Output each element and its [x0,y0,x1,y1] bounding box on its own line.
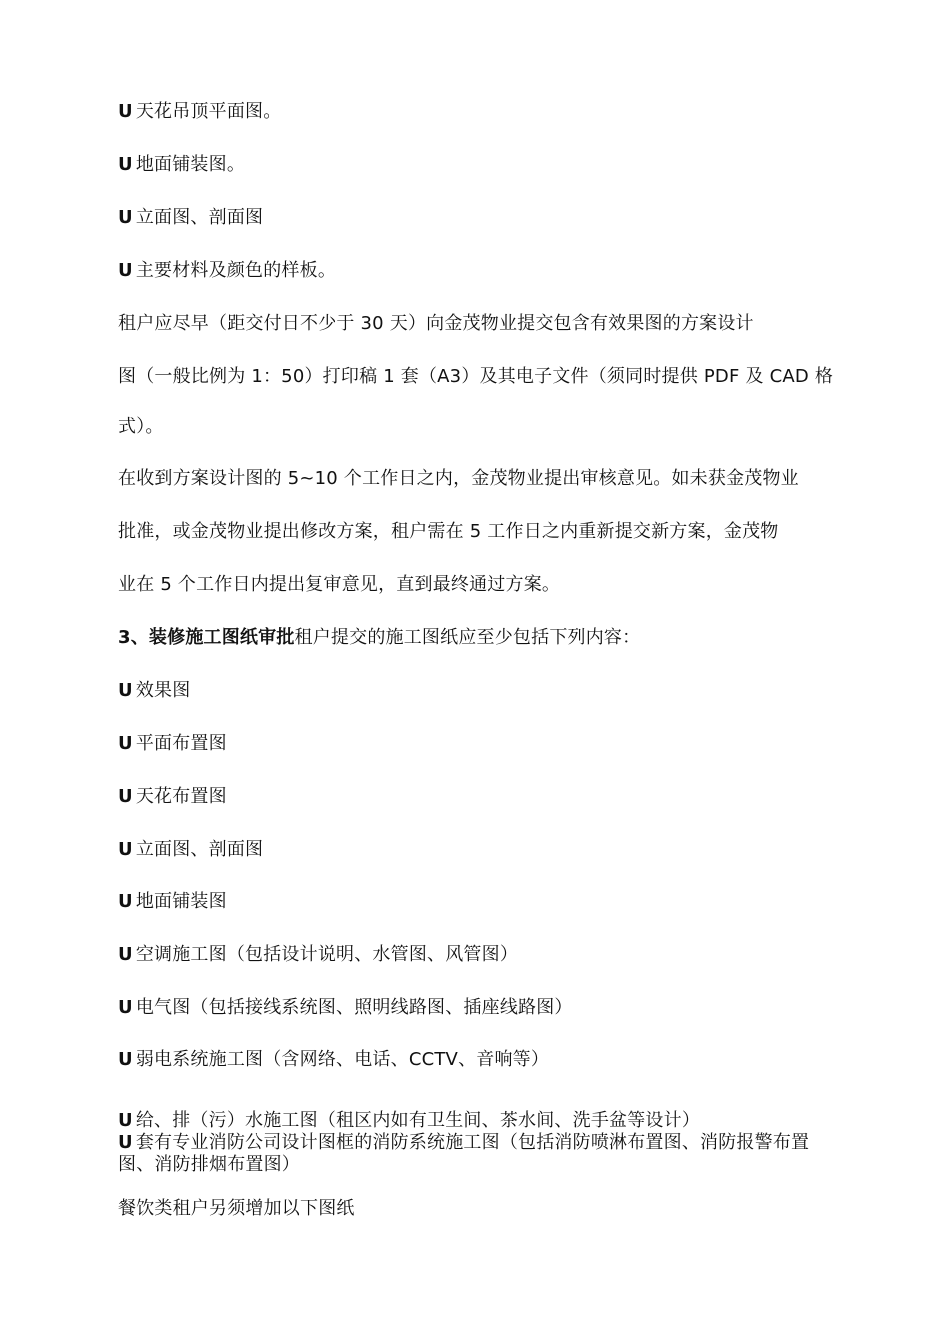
bullet-marker: U [118,1049,133,1070]
section-heading: 3、装修施工图纸审批 [118,627,295,648]
section-heading-line [118,627,838,649]
bullet-marker: U [118,260,133,281]
list-item-text: 效果图 [135,680,191,701]
list-item-text: 地面铺装图。 [135,154,246,175]
list-item-text: 立面图、剖面图 [135,207,264,228]
bullet-marker: U [118,680,133,701]
bullet-marker: U [118,944,133,965]
list-item [118,891,838,913]
bullet-marker: U [118,891,133,912]
bullet-marker: U [118,839,133,860]
paragraph-line: 在收到方案设计图的 5~10 个工作日之内，金茂物业提出审核意见。如未获金茂物业 [118,468,799,489]
list-item-text: 天花布置图 [135,786,227,807]
paragraph-line: 业在 5 个工作日内提出复审意见，直到最终通过方案。 [118,574,561,595]
list-item [118,1110,838,1132]
bullet-marker: U [118,786,133,807]
paragraph-line: 图（一般比例为 1：50）打印稿 1 套（A3）及其电子文件（须同时提供 PDF 及 CAD 格 [118,366,834,387]
bullet-marker: U [118,154,133,175]
list-item-text: 天花吊顶平面图。 [135,101,282,122]
list-item [118,154,838,176]
bullet-marker: U [118,1110,133,1131]
list-item [118,733,838,755]
list-item-text: 套有专业消防公司设计图框的消防系统施工图（包括消防喷淋布置图、消防报警布置图、消防排烟布置图） [118,1132,810,1175]
list-item [118,839,838,861]
section-intro: 租户提交的施工图纸应至少包括下列内容： [294,627,641,648]
list-item-text: 空调施工图（包括设计说明、水管图、风管图） [135,944,519,965]
paragraph-line: 租户应尽早（距交付日不少于 30 天）向金茂物业提交包含有效果图的方案设计 [118,313,754,334]
list-item-text: 主要材料及颜色的样板。 [135,260,337,281]
paragraph-line: 餐饮类租户另须增加以下图纸 [118,1198,355,1219]
list-item-text: 电气图（包括接线系统图、照明线路图、插座线路图） [135,997,573,1018]
list-item [118,260,838,282]
list-item-text: 平面布置图 [135,733,227,754]
paragraph-line: 式）。 [118,416,164,437]
list-item-text: 给、排（污）水施工图（租区内如有卫生间、茶水间、洗手盆等设计） [135,1110,701,1131]
list-item [118,944,838,966]
list-item [118,207,838,229]
bullet-marker: U [118,997,133,1018]
list-item-text: 立面图、剖面图 [135,839,264,860]
paragraph-line: 批准，或金茂物业提出修改方案，租户需在 5 工作日之内重新提交新方案，金茂物 [118,521,779,542]
list-item-text: 地面铺装图 [135,891,227,912]
bullet-marker: U [118,1132,133,1153]
list-item [118,680,838,702]
list-item [118,1132,830,1176]
list-item-text: 弱电系统施工图（含网络、电话、CCTV、音响等） [135,1049,550,1070]
list-item [118,101,838,123]
bullet-marker: U [118,733,133,754]
bullet-marker: U [118,207,133,228]
list-item [118,786,838,808]
list-item [118,1049,838,1071]
list-item [118,997,838,1019]
bullet-marker: U [118,101,133,122]
